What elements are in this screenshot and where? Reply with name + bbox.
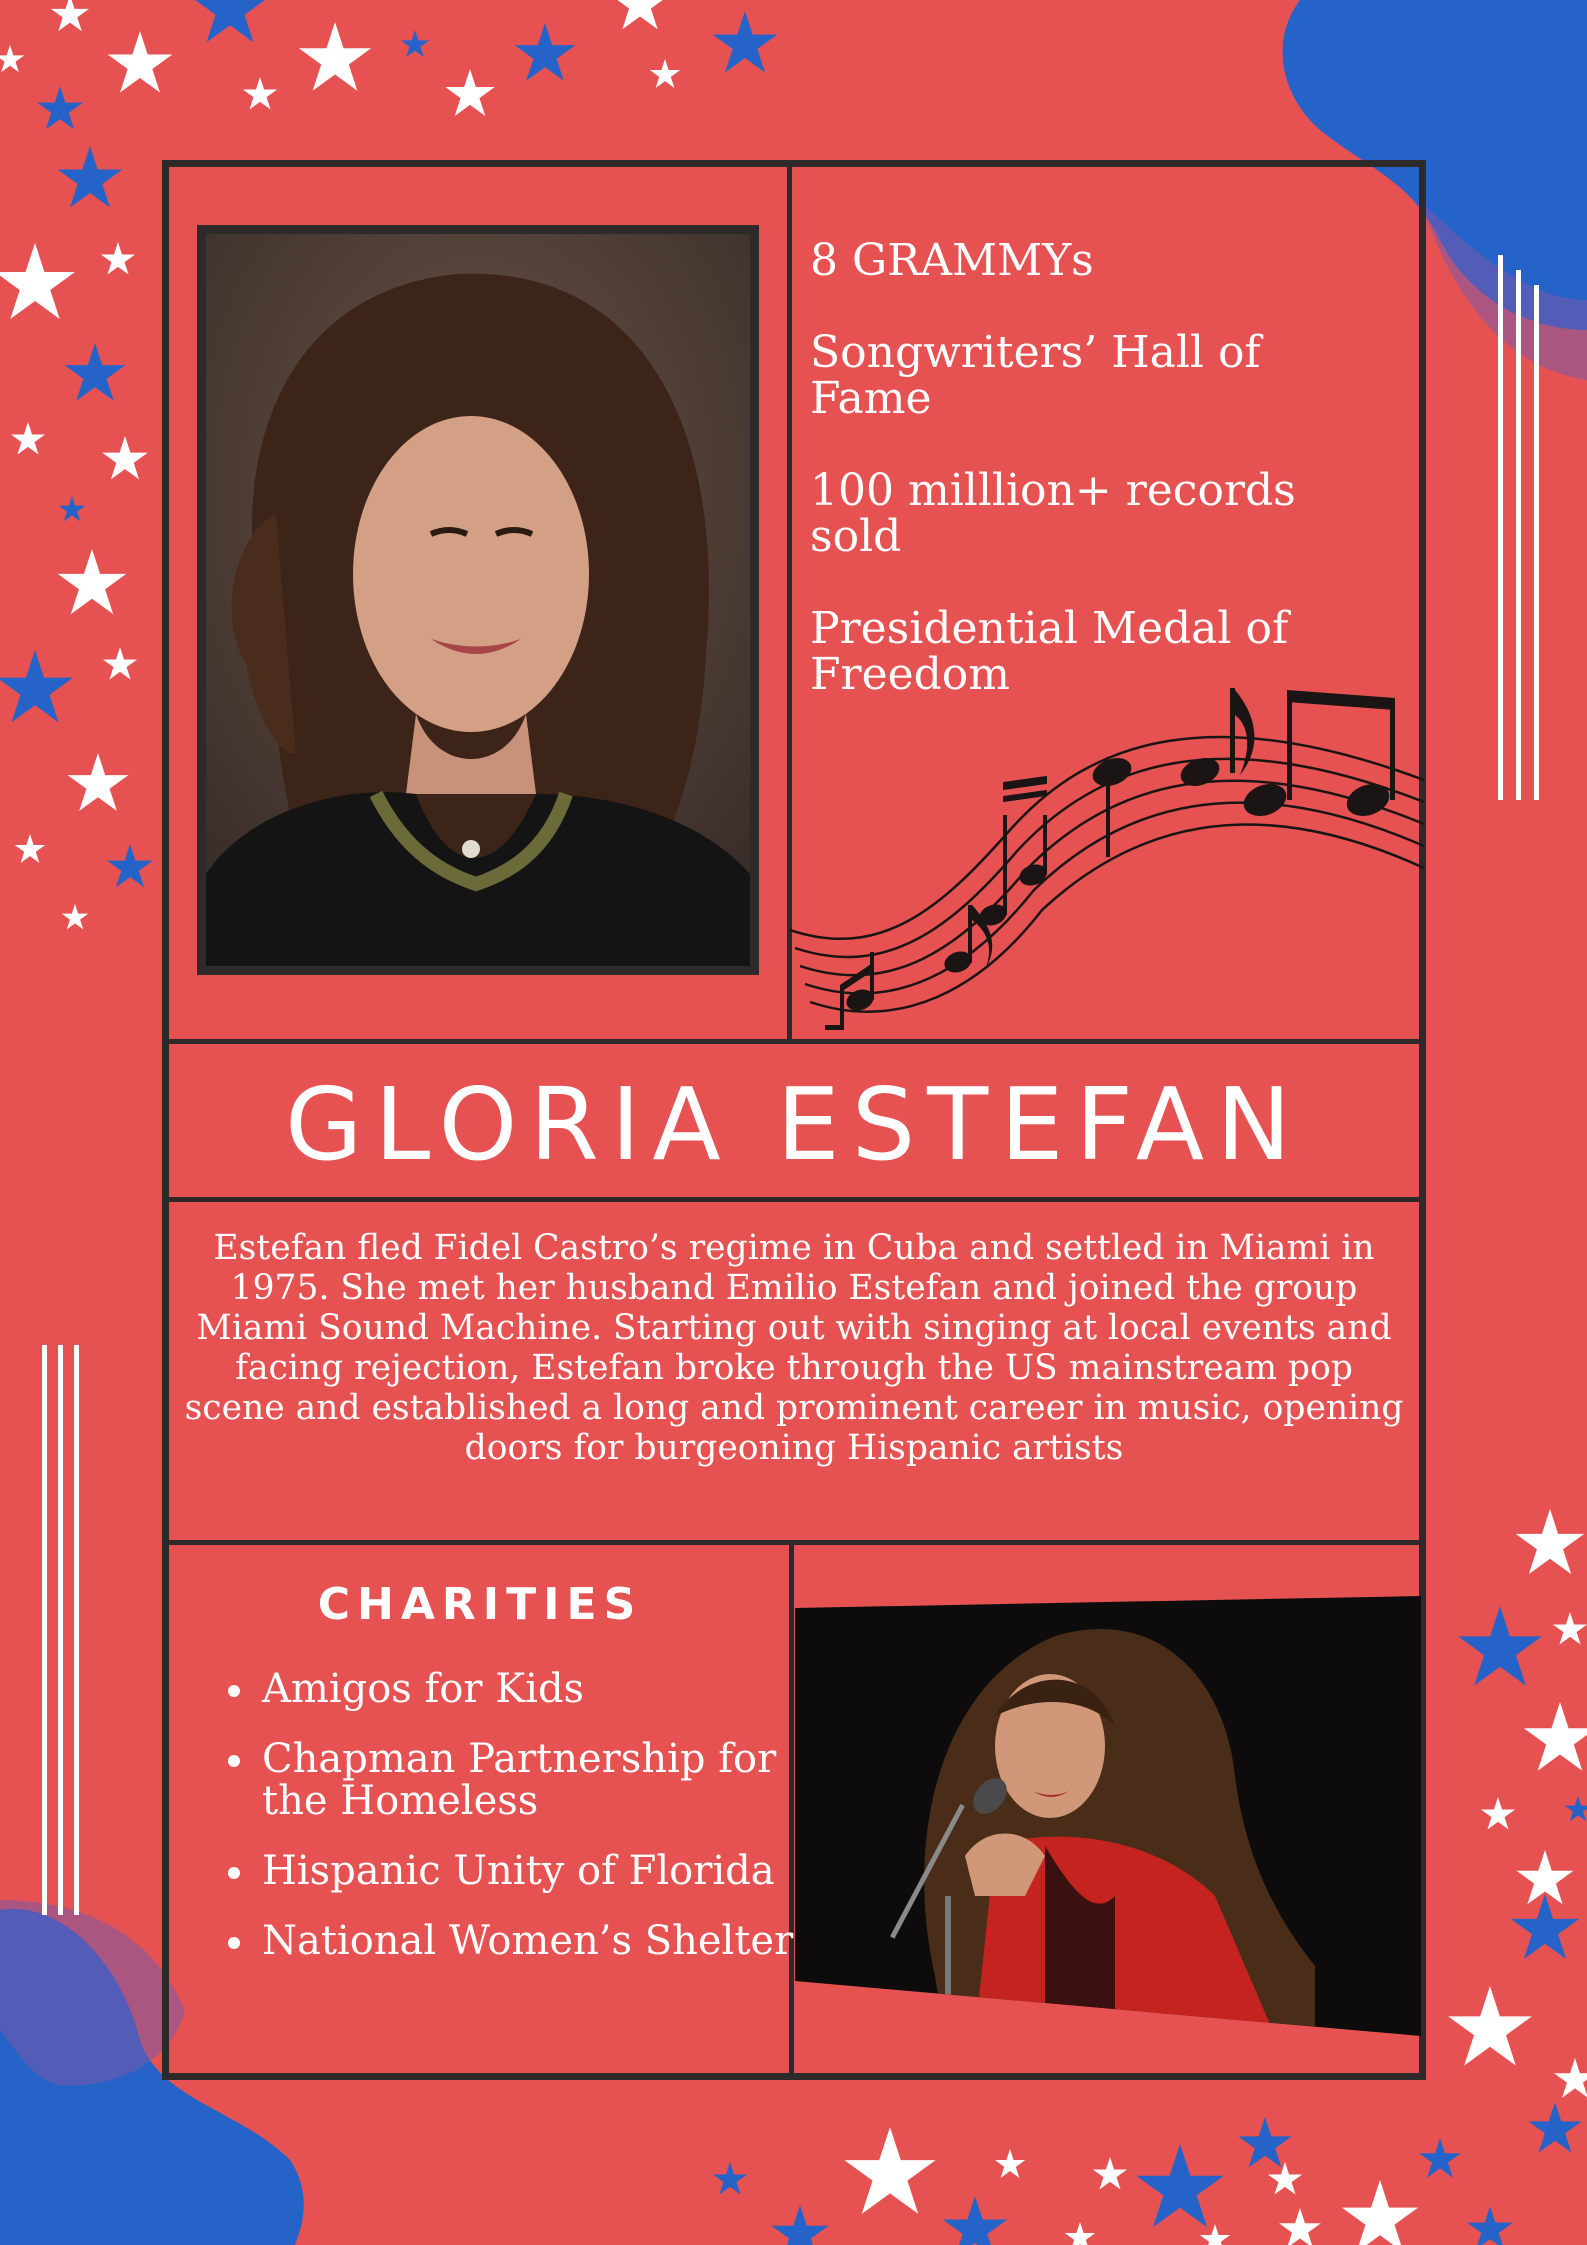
charities-heading: CHARITIES [317, 1579, 643, 1630]
award-item: 8 GRAMMYs [810, 235, 1094, 286]
page-title: GLORIA ESTEFAN [285, 1066, 1303, 1183]
bio-paragraph: Estefan fled Fidel Castro’s regime in Cuba and settled in Miami in 1975. She met her husband Emilio Estefan and joined the group Miami Sound Machine. Starting out with singing at local events and facing rejection, Estefan broke through the US mainstream pop scene and established a long and prominent career in music, opening doors for burgeoning Hispanic artists [184, 1228, 1404, 1468]
charity-item: Hispanic Unity of Florida [262, 1850, 822, 1892]
awards-list [810, 235, 1370, 744]
award-item: Presidential Medal of Freedom [810, 603, 1289, 700]
charities-list [212, 1668, 822, 1990]
award-item: Songwriters’ Hall of Fame [810, 327, 1261, 424]
divider-horizontal-3 [165, 1540, 1423, 1545]
stars-bottom [713, 2117, 1513, 2245]
music-notes-icon [790, 680, 1424, 1050]
stars-right [1448, 1509, 1587, 2153]
charity-item: National Women’s Shelter [262, 1920, 822, 1962]
portrait-photo [197, 225, 759, 975]
charity-item: Amigos for Kids [262, 1668, 822, 1710]
purple-blob-bottom-left [0, 1900, 185, 2086]
performance-photo [795, 1596, 1421, 2036]
award-item: 100 milllion+ records sold [810, 465, 1296, 562]
stripes-left [42, 1345, 79, 1915]
charity-item: Chapman Partnership for the Homeless [262, 1738, 822, 1822]
